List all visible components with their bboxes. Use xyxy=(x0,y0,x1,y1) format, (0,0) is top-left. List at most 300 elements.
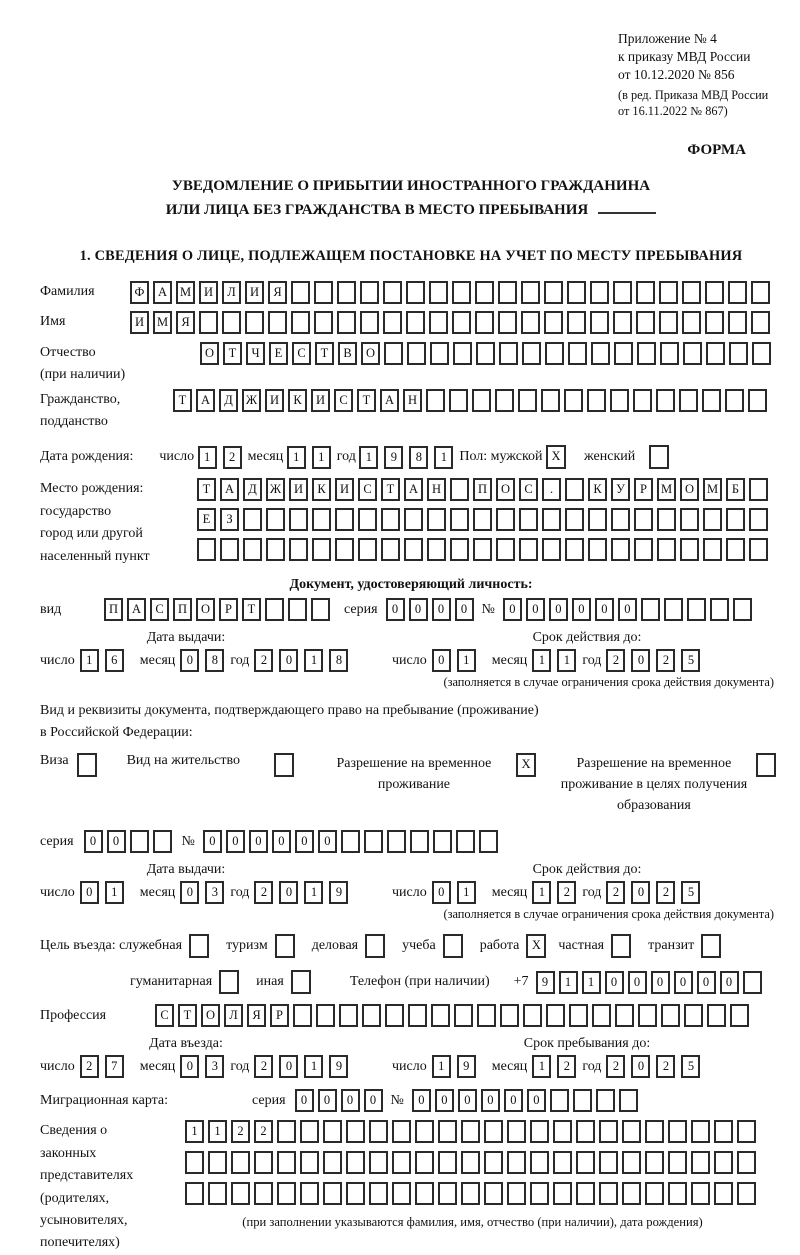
char-cell[interactable] xyxy=(684,1004,703,1027)
char-cell[interactable] xyxy=(645,1151,664,1174)
char-cell[interactable]: 0 xyxy=(674,971,693,994)
char-cell[interactable] xyxy=(668,1182,687,1205)
char-cell[interactable] xyxy=(243,538,262,561)
char-cell[interactable] xyxy=(726,508,745,531)
char-cell[interactable]: 1 xyxy=(457,649,476,672)
char-cell[interactable] xyxy=(316,1004,335,1027)
char-cell[interactable] xyxy=(664,598,683,621)
char-cell[interactable]: 7 xyxy=(105,1055,124,1078)
rtp-number-cells[interactable] xyxy=(203,830,502,853)
char-cell[interactable]: 1 xyxy=(582,971,601,994)
char-cell[interactable]: И xyxy=(265,389,284,412)
birth-year-cells[interactable] xyxy=(359,446,459,469)
char-cell[interactable] xyxy=(266,508,285,531)
char-cell[interactable] xyxy=(521,311,540,334)
char-cell[interactable]: 0 xyxy=(80,881,99,904)
char-cell[interactable]: О xyxy=(201,1004,220,1027)
char-cell[interactable]: 0 xyxy=(458,1089,477,1112)
char-cell[interactable]: Р xyxy=(634,478,653,501)
char-cell[interactable] xyxy=(656,389,675,412)
char-cell[interactable] xyxy=(254,1182,273,1205)
representatives-row1-cells[interactable] xyxy=(185,1120,760,1143)
char-cell[interactable]: А xyxy=(196,389,215,412)
char-cell[interactable] xyxy=(383,311,402,334)
char-cell[interactable] xyxy=(291,970,311,994)
char-cell[interactable]: 0 xyxy=(84,830,103,853)
char-cell[interactable]: 0 xyxy=(249,830,268,853)
visa-checkbox[interactable] xyxy=(77,753,101,777)
char-cell[interactable] xyxy=(634,508,653,531)
birth-place-row2-cells[interactable] xyxy=(197,508,772,531)
char-cell[interactable] xyxy=(622,1120,641,1143)
char-cell[interactable] xyxy=(433,830,452,853)
char-cell[interactable] xyxy=(369,1182,388,1205)
char-cell[interactable] xyxy=(130,830,149,853)
char-cell[interactable]: 1 xyxy=(432,1055,451,1078)
patronymic-cells[interactable] xyxy=(200,342,775,365)
purpose-private-option[interactable]: частная xyxy=(558,934,635,958)
char-cell[interactable]: Я xyxy=(176,311,195,334)
char-cell[interactable]: М xyxy=(657,478,676,501)
char-cell[interactable] xyxy=(346,1151,365,1174)
stay-year-cells[interactable] xyxy=(606,1055,706,1078)
char-cell[interactable]: 1 xyxy=(532,649,551,672)
passport-valid-day-cells[interactable] xyxy=(432,649,482,672)
char-cell[interactable]: 0 xyxy=(272,830,291,853)
char-cell[interactable]: С xyxy=(519,478,538,501)
char-cell[interactable] xyxy=(749,538,768,561)
char-cell[interactable] xyxy=(479,830,498,853)
char-cell[interactable]: 1 xyxy=(457,881,476,904)
char-cell[interactable] xyxy=(710,598,729,621)
char-cell[interactable] xyxy=(749,478,768,501)
char-cell[interactable] xyxy=(500,1004,519,1027)
char-cell[interactable] xyxy=(484,1182,503,1205)
char-cell[interactable] xyxy=(587,389,606,412)
char-cell[interactable]: 2 xyxy=(557,881,576,904)
birth-day-cells[interactable] xyxy=(198,446,248,469)
char-cell[interactable]: Я xyxy=(247,1004,266,1027)
char-cell[interactable] xyxy=(365,934,385,958)
char-cell[interactable]: 0 xyxy=(107,830,126,853)
char-cell[interactable]: А xyxy=(153,281,172,304)
char-cell[interactable]: 8 xyxy=(409,446,428,469)
char-cell[interactable]: А xyxy=(220,478,239,501)
char-cell[interactable] xyxy=(661,1004,680,1027)
char-cell[interactable] xyxy=(369,1120,388,1143)
char-cell[interactable] xyxy=(542,508,561,531)
rtp-issue-day-cells[interactable] xyxy=(80,881,130,904)
char-cell[interactable] xyxy=(496,508,515,531)
char-cell[interactable] xyxy=(591,342,610,365)
char-cell[interactable]: 0 xyxy=(432,598,451,621)
char-cell[interactable]: 6 xyxy=(105,649,124,672)
char-cell[interactable] xyxy=(523,1004,542,1027)
char-cell[interactable] xyxy=(737,1182,756,1205)
char-cell[interactable] xyxy=(291,281,310,304)
char-cell[interactable]: 0 xyxy=(504,1089,523,1112)
char-cell[interactable] xyxy=(410,830,429,853)
char-cell[interactable]: М xyxy=(176,281,195,304)
char-cell[interactable] xyxy=(611,538,630,561)
char-cell[interactable]: 1 xyxy=(532,1055,551,1078)
char-cell[interactable]: 0 xyxy=(595,598,614,621)
char-cell[interactable] xyxy=(312,508,331,531)
char-cell[interactable]: Д xyxy=(219,389,238,412)
char-cell[interactable]: 2 xyxy=(254,1055,273,1078)
char-cell[interactable] xyxy=(611,934,631,958)
purpose-transit-option[interactable]: транзит xyxy=(648,934,725,958)
char-cell[interactable] xyxy=(265,598,284,621)
char-cell[interactable] xyxy=(323,1182,342,1205)
purpose-transit-checkbox[interactable] xyxy=(701,934,725,958)
char-cell[interactable] xyxy=(153,830,172,853)
char-cell[interactable]: Т xyxy=(178,1004,197,1027)
char-cell[interactable] xyxy=(450,478,469,501)
char-cell[interactable]: 0 xyxy=(412,1089,431,1112)
char-cell[interactable]: К xyxy=(588,478,607,501)
char-cell[interactable]: О xyxy=(200,342,219,365)
char-cell[interactable] xyxy=(649,445,669,469)
char-cell[interactable]: 0 xyxy=(318,1089,337,1112)
char-cell[interactable] xyxy=(564,389,583,412)
char-cell[interactable] xyxy=(254,1151,273,1174)
representatives-row2-cells[interactable] xyxy=(185,1151,760,1174)
char-cell[interactable]: Т xyxy=(173,389,192,412)
char-cell[interactable]: М xyxy=(153,311,172,334)
char-cell[interactable] xyxy=(588,538,607,561)
char-cell[interactable]: 1 xyxy=(105,881,124,904)
purpose-work-option[interactable]: работа X xyxy=(480,934,551,958)
char-cell[interactable] xyxy=(499,342,518,365)
char-cell[interactable] xyxy=(385,1004,404,1027)
char-cell[interactable] xyxy=(596,1089,615,1112)
char-cell[interactable] xyxy=(498,311,517,334)
char-cell[interactable]: 9 xyxy=(329,881,348,904)
char-cell[interactable]: 2 xyxy=(656,1055,675,1078)
char-cell[interactable]: 0 xyxy=(503,598,522,621)
stay-month-cells[interactable] xyxy=(532,1055,582,1078)
char-cell[interactable]: 3 xyxy=(205,881,224,904)
visa-option[interactable] xyxy=(40,753,101,777)
char-cell[interactable] xyxy=(636,311,655,334)
purpose-study-option[interactable]: учеба xyxy=(402,934,467,958)
char-cell[interactable] xyxy=(638,1004,657,1027)
char-cell[interactable] xyxy=(613,281,632,304)
char-cell[interactable]: П xyxy=(104,598,123,621)
char-cell[interactable] xyxy=(314,311,333,334)
purpose-other-option[interactable]: иная xyxy=(256,970,315,994)
char-cell[interactable] xyxy=(705,311,724,334)
char-cell[interactable]: Я xyxy=(268,281,287,304)
char-cell[interactable] xyxy=(707,1004,726,1027)
char-cell[interactable]: X xyxy=(526,934,546,958)
temp-residence-option[interactable] xyxy=(320,753,540,795)
char-cell[interactable]: 0 xyxy=(526,598,545,621)
char-cell[interactable] xyxy=(383,281,402,304)
char-cell[interactable] xyxy=(657,508,676,531)
citizenship-cells[interactable] xyxy=(173,389,771,412)
char-cell[interactable] xyxy=(522,342,541,365)
char-cell[interactable] xyxy=(641,598,660,621)
purpose-private-checkbox[interactable] xyxy=(611,934,635,958)
char-cell[interactable] xyxy=(277,1182,296,1205)
birth-place-row1-cells[interactable] xyxy=(197,478,772,501)
char-cell[interactable]: И xyxy=(130,311,149,334)
char-cell[interactable] xyxy=(668,1120,687,1143)
char-cell[interactable] xyxy=(312,538,331,561)
char-cell[interactable]: И xyxy=(335,478,354,501)
char-cell[interactable]: 8 xyxy=(329,649,348,672)
birth-month-cells[interactable] xyxy=(287,446,337,469)
char-cell[interactable] xyxy=(611,508,630,531)
char-cell[interactable]: 0 xyxy=(720,971,739,994)
char-cell[interactable]: 0 xyxy=(203,830,222,853)
char-cell[interactable] xyxy=(450,508,469,531)
char-cell[interactable]: 9 xyxy=(536,971,555,994)
char-cell[interactable] xyxy=(590,311,609,334)
char-cell[interactable]: К xyxy=(288,389,307,412)
char-cell[interactable]: 1 xyxy=(559,971,578,994)
char-cell[interactable] xyxy=(219,970,239,994)
char-cell[interactable] xyxy=(404,538,423,561)
char-cell[interactable]: 2 xyxy=(656,649,675,672)
char-cell[interactable] xyxy=(473,508,492,531)
char-cell[interactable] xyxy=(599,1151,618,1174)
char-cell[interactable] xyxy=(518,389,537,412)
char-cell[interactable] xyxy=(728,281,747,304)
char-cell[interactable]: 0 xyxy=(295,1089,314,1112)
char-cell[interactable] xyxy=(752,342,771,365)
char-cell[interactable]: Е xyxy=(197,508,216,531)
char-cell[interactable]: Л xyxy=(222,281,241,304)
char-cell[interactable]: Т xyxy=(242,598,261,621)
char-cell[interactable] xyxy=(530,1151,549,1174)
char-cell[interactable] xyxy=(565,508,584,531)
char-cell[interactable] xyxy=(429,311,448,334)
char-cell[interactable] xyxy=(498,281,517,304)
rtp-issue-year-cells[interactable] xyxy=(254,881,354,904)
char-cell[interactable] xyxy=(360,311,379,334)
char-cell[interactable] xyxy=(384,342,403,365)
char-cell[interactable]: 0 xyxy=(279,881,298,904)
char-cell[interactable] xyxy=(300,1182,319,1205)
char-cell[interactable]: О xyxy=(496,478,515,501)
char-cell[interactable] xyxy=(565,538,584,561)
purpose-study-checkbox[interactable] xyxy=(443,934,467,958)
char-cell[interactable] xyxy=(657,538,676,561)
char-cell[interactable] xyxy=(568,342,587,365)
char-cell[interactable] xyxy=(701,934,721,958)
char-cell[interactable]: Д xyxy=(243,478,262,501)
char-cell[interactable] xyxy=(576,1151,595,1174)
char-cell[interactable] xyxy=(453,342,472,365)
char-cell[interactable] xyxy=(381,538,400,561)
purpose-other-checkbox[interactable] xyxy=(291,970,315,994)
char-cell[interactable] xyxy=(691,1120,710,1143)
char-cell[interactable]: 2 xyxy=(606,881,625,904)
char-cell[interactable] xyxy=(714,1120,733,1143)
char-cell[interactable]: X xyxy=(546,445,566,469)
char-cell[interactable] xyxy=(364,830,383,853)
char-cell[interactable]: А xyxy=(404,478,423,501)
char-cell[interactable]: С xyxy=(292,342,311,365)
char-cell[interactable] xyxy=(680,538,699,561)
char-cell[interactable]: 0 xyxy=(279,1055,298,1078)
char-cell[interactable] xyxy=(545,342,564,365)
char-cell[interactable]: 0 xyxy=(295,830,314,853)
char-cell[interactable] xyxy=(553,1182,572,1205)
residence-permit-checkbox[interactable] xyxy=(274,753,298,777)
char-cell[interactable]: Ф xyxy=(130,281,149,304)
char-cell[interactable]: Т xyxy=(315,342,334,365)
char-cell[interactable]: 0 xyxy=(631,649,650,672)
char-cell[interactable] xyxy=(726,538,745,561)
char-cell[interactable]: 0 xyxy=(341,1089,360,1112)
char-cell[interactable] xyxy=(415,1120,434,1143)
char-cell[interactable]: К xyxy=(312,478,331,501)
char-cell[interactable]: 1 xyxy=(557,649,576,672)
char-cell[interactable] xyxy=(311,598,330,621)
char-cell[interactable] xyxy=(231,1151,250,1174)
char-cell[interactable] xyxy=(461,1120,480,1143)
char-cell[interactable] xyxy=(679,389,698,412)
char-cell[interactable] xyxy=(406,311,425,334)
char-cell[interactable] xyxy=(541,389,560,412)
char-cell[interactable] xyxy=(314,281,333,304)
char-cell[interactable] xyxy=(544,311,563,334)
char-cell[interactable] xyxy=(387,830,406,853)
char-cell[interactable]: Т xyxy=(381,478,400,501)
char-cell[interactable] xyxy=(208,1151,227,1174)
char-cell[interactable] xyxy=(507,1151,526,1174)
char-cell[interactable] xyxy=(706,342,725,365)
char-cell[interactable] xyxy=(634,538,653,561)
char-cell[interactable] xyxy=(475,281,494,304)
char-cell[interactable] xyxy=(358,538,377,561)
char-cell[interactable]: А xyxy=(127,598,146,621)
char-cell[interactable]: 0 xyxy=(226,830,245,853)
char-cell[interactable] xyxy=(668,1151,687,1174)
char-cell[interactable] xyxy=(268,311,287,334)
doc-number-cells[interactable] xyxy=(503,598,756,621)
char-cell[interactable] xyxy=(484,1151,503,1174)
char-cell[interactable] xyxy=(427,508,446,531)
purpose-tourism-option[interactable]: туризм xyxy=(226,934,299,958)
char-cell[interactable]: 5 xyxy=(681,881,700,904)
char-cell[interactable] xyxy=(346,1182,365,1205)
char-cell[interactable] xyxy=(339,1004,358,1027)
char-cell[interactable] xyxy=(751,281,770,304)
char-cell[interactable] xyxy=(222,311,241,334)
char-cell[interactable] xyxy=(456,830,475,853)
char-cell[interactable] xyxy=(289,508,308,531)
char-cell[interactable] xyxy=(687,598,706,621)
char-cell[interactable] xyxy=(288,598,307,621)
char-cell[interactable]: 0 xyxy=(618,598,637,621)
char-cell[interactable]: 0 xyxy=(572,598,591,621)
char-cell[interactable]: 2 xyxy=(254,649,273,672)
char-cell[interactable] xyxy=(189,934,209,958)
char-cell[interactable]: 0 xyxy=(180,1055,199,1078)
char-cell[interactable] xyxy=(337,281,356,304)
purpose-official-checkbox[interactable] xyxy=(189,934,213,958)
char-cell[interactable]: 0 xyxy=(631,1055,650,1078)
char-cell[interactable] xyxy=(592,1004,611,1027)
char-cell[interactable]: 0 xyxy=(628,971,647,994)
char-cell[interactable]: 1 xyxy=(304,1055,323,1078)
char-cell[interactable]: 0 xyxy=(651,971,670,994)
char-cell[interactable]: 9 xyxy=(329,1055,348,1078)
char-cell[interactable]: 9 xyxy=(384,446,403,469)
representatives-row3-cells[interactable] xyxy=(185,1182,760,1205)
char-cell[interactable]: 0 xyxy=(409,598,428,621)
passport-valid-month-cells[interactable] xyxy=(532,649,582,672)
char-cell[interactable] xyxy=(443,934,463,958)
char-cell[interactable]: Ж xyxy=(266,478,285,501)
char-cell[interactable]: И xyxy=(245,281,264,304)
purpose-business-option[interactable]: деловая xyxy=(312,934,389,958)
char-cell[interactable]: 0 xyxy=(455,598,474,621)
char-cell[interactable]: 2 xyxy=(656,881,675,904)
char-cell[interactable] xyxy=(550,1089,569,1112)
char-cell[interactable] xyxy=(573,1089,592,1112)
char-cell[interactable] xyxy=(610,389,629,412)
char-cell[interactable]: А xyxy=(380,389,399,412)
purpose-tourism-checkbox[interactable] xyxy=(275,934,299,958)
char-cell[interactable] xyxy=(756,753,776,777)
char-cell[interactable] xyxy=(346,1120,365,1143)
char-cell[interactable] xyxy=(415,1182,434,1205)
char-cell[interactable] xyxy=(751,311,770,334)
char-cell[interactable]: 2 xyxy=(557,1055,576,1078)
char-cell[interactable] xyxy=(645,1120,664,1143)
char-cell[interactable] xyxy=(725,389,744,412)
char-cell[interactable] xyxy=(392,1151,411,1174)
char-cell[interactable] xyxy=(680,508,699,531)
char-cell[interactable] xyxy=(703,508,722,531)
char-cell[interactable]: С xyxy=(155,1004,174,1027)
char-cell[interactable] xyxy=(691,1151,710,1174)
char-cell[interactable]: Р xyxy=(270,1004,289,1027)
char-cell[interactable] xyxy=(220,538,239,561)
char-cell[interactable]: 0 xyxy=(697,971,716,994)
char-cell[interactable] xyxy=(300,1120,319,1143)
char-cell[interactable] xyxy=(473,538,492,561)
char-cell[interactable] xyxy=(567,281,586,304)
char-cell[interactable]: Ч xyxy=(246,342,265,365)
char-cell[interactable] xyxy=(519,538,538,561)
entry-year-cells[interactable] xyxy=(254,1055,354,1078)
char-cell[interactable] xyxy=(683,342,702,365)
char-cell[interactable]: 0 xyxy=(386,598,405,621)
char-cell[interactable] xyxy=(749,508,768,531)
char-cell[interactable]: И xyxy=(289,478,308,501)
char-cell[interactable] xyxy=(553,1151,572,1174)
char-cell[interactable] xyxy=(599,1182,618,1205)
char-cell[interactable] xyxy=(426,389,445,412)
char-cell[interactable] xyxy=(705,281,724,304)
birth-place-row3-cells[interactable] xyxy=(197,538,772,561)
char-cell[interactable]: 1 xyxy=(80,649,99,672)
char-cell[interactable]: О xyxy=(361,342,380,365)
char-cell[interactable]: Р xyxy=(219,598,238,621)
char-cell[interactable]: З xyxy=(220,508,239,531)
char-cell[interactable]: О xyxy=(680,478,699,501)
char-cell[interactable] xyxy=(619,1089,638,1112)
char-cell[interactable] xyxy=(546,1004,565,1027)
char-cell[interactable]: 1 xyxy=(304,881,323,904)
